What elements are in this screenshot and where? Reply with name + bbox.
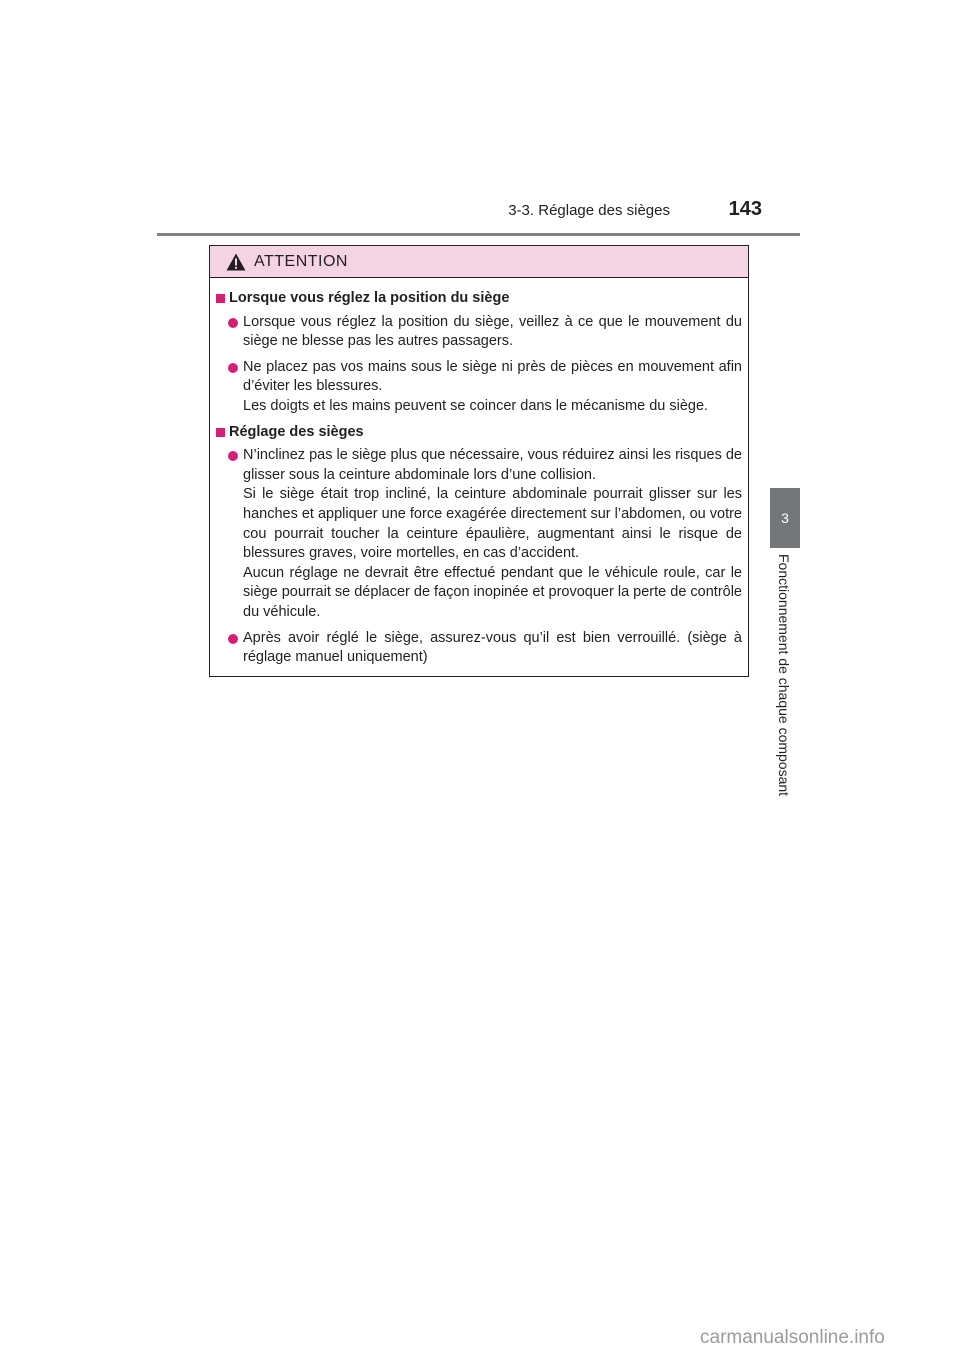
- bullet-item: [216, 446, 742, 622]
- round-bullet-icon: [228, 451, 238, 461]
- watermark: carmanualsonline.info: [700, 1327, 885, 1348]
- bullet-text: Aucun réglage ne devrait être effectué pendant que le véhicule roule, car le siège pourrait se déplacer de façon inopinée et provoquer la perte de contrôle du véhicule.: [243, 564, 742, 620]
- round-bullet-icon: [228, 318, 238, 328]
- chapter-label: [776, 554, 800, 804]
- warning-triangle-icon: [226, 253, 246, 271]
- bullet-item: [216, 629, 742, 668]
- chapter-title: Fonctionnement de chaque composant: [776, 554, 792, 797]
- bullet-text: Lorsque vous réglez la position du siège, veillez à ce que le mouvement du siège ne blesse pas les autres passagers.: [243, 313, 742, 350]
- bullet-item: [216, 358, 742, 417]
- bullet-item: [216, 313, 742, 352]
- section-title: 3-3. Réglage des sièges: [508, 202, 670, 219]
- chapter-number: 3: [781, 510, 789, 526]
- bullet-text: Après avoir réglé le siège, assurez-vous qu’il est bien verrouillé. (siège à réglage manuel uniquement): [243, 629, 742, 666]
- page-number: 143: [728, 198, 762, 220]
- header-divider: [157, 233, 800, 236]
- bullet-text: N’inclinez pas le siège plus que nécessaire, vous réduirez ainsi les risques de glisser sous la ceinture abdominale lors d’une collision.: [243, 447, 742, 483]
- bullet-text: Les doigts et les mains peuvent se coincer dans le mécanisme du siège.: [243, 397, 709, 414]
- bullet-text: Si le siège était trop incliné, la ceinture abdominale pourrait glisser sur les hanches et appliquer une force exagérée directement sur l’abdomen, ou votre cou pourrait toucher la ceinture épaulière, augmentant ainsi le risque de blessures graves, voire mortelles, en cas d’accident.: [243, 486, 742, 562]
- square-bullet-icon: [216, 428, 225, 437]
- round-bullet-icon: [228, 363, 238, 373]
- bullet-text: Ne placez pas vos mains sous le siège ni près de pièces en mouvement afin d’éviter les blessures.: [243, 358, 742, 395]
- warning-title: ATTENTION: [254, 253, 348, 270]
- warning-section: [216, 423, 742, 668]
- warning-body: [210, 278, 748, 668]
- chapter-tab: [770, 488, 800, 548]
- square-bullet-icon: [216, 294, 225, 303]
- section-heading: Lorsque vous réglez la position du siège: [216, 289, 742, 309]
- warning-header: [210, 246, 748, 278]
- warning-box: [209, 245, 749, 677]
- section-heading: Réglage des sièges: [216, 423, 742, 443]
- round-bullet-icon: [228, 634, 238, 644]
- warning-section: [216, 289, 742, 417]
